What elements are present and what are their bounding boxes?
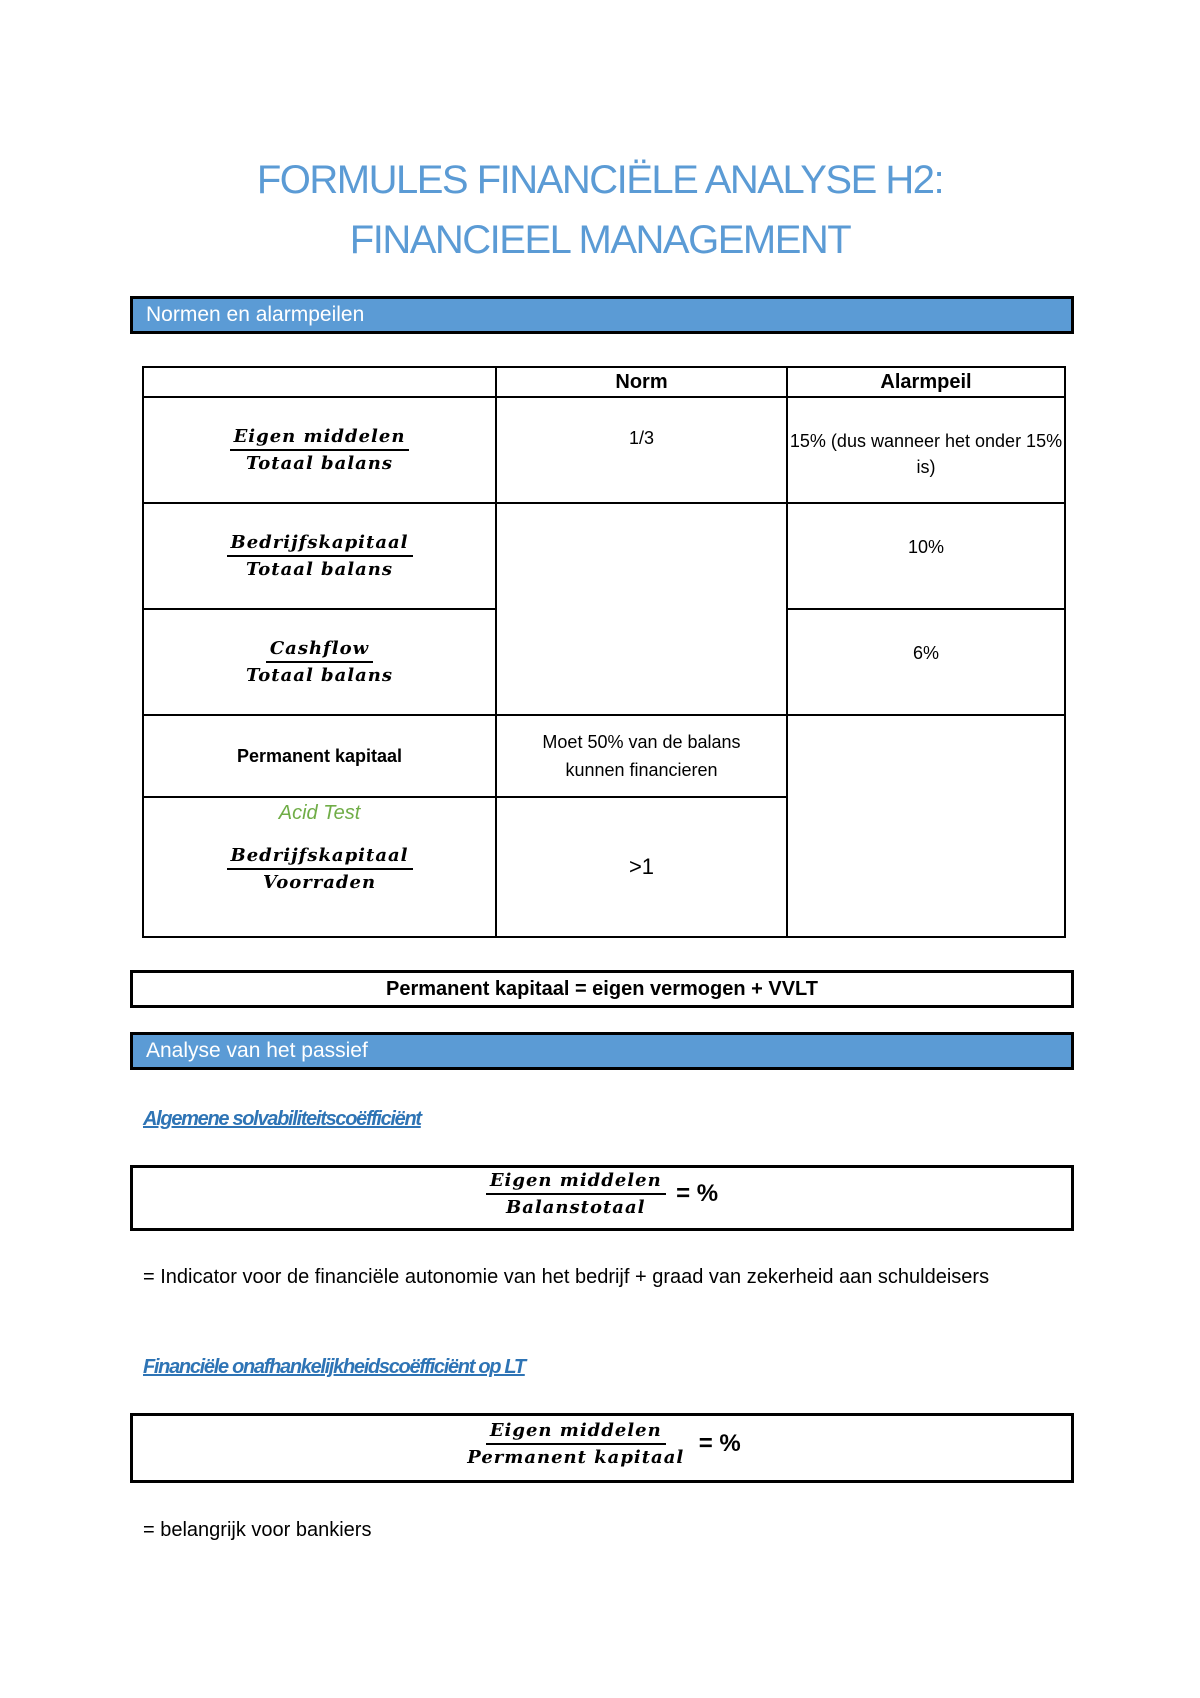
acid-test-cell: [143, 797, 496, 937]
page-title-line-1: FORMULES FINANCIËLE ANALYSE H2:: [256, 158, 944, 202]
numerator: Eigen middelen: [486, 1420, 666, 1445]
norm-value: 1/3: [496, 397, 787, 503]
result-percent: = %: [698, 1430, 741, 1457]
ratio-cell: [143, 503, 496, 609]
ratio-cell: [143, 397, 496, 503]
permanent-kapitaal-definition: Permanent kapitaal = eigen vermogen + VVLT: [130, 970, 1074, 1008]
denominator: Balanstotaal: [506, 1197, 646, 1218]
fraction: [242, 638, 397, 686]
numerator: Eigen middelen: [486, 1170, 666, 1195]
alarm-value: 15% (dus wanneer het onder 15% is): [787, 397, 1065, 503]
norms-table: [142, 366, 1066, 938]
subheading-solvabiliteit: Algemene solvabiliteitscoëfficiënt: [143, 1108, 421, 1130]
alarm-value: 6%: [787, 609, 1065, 715]
fraction: [227, 532, 413, 580]
acid-test-label: Acid Test: [278, 802, 361, 824]
norm-value: >1: [496, 797, 787, 937]
denominator: Totaal balans: [245, 559, 394, 580]
alarm-empty: [787, 715, 1065, 937]
formula-box: [130, 1165, 1074, 1231]
numerator: Bedrijfskapitaal: [227, 532, 413, 557]
numerator: Cashflow: [266, 638, 373, 663]
alarm-value: 10%: [787, 503, 1065, 609]
denominator: Permanent kapitaal: [467, 1447, 685, 1468]
fraction: [230, 426, 410, 474]
denominator: Totaal balans: [245, 665, 394, 686]
fraction: [227, 845, 413, 893]
numerator: Bedrijfskapitaal: [227, 845, 413, 870]
result-percent: = %: [676, 1180, 719, 1207]
note-bankiers: = belangrijk voor bankiers: [143, 1519, 372, 1541]
denominator: Totaal balans: [245, 453, 394, 474]
section-heading-passief: Analyse van het passief: [130, 1032, 1074, 1070]
header-alarmpeil: Alarmpeil: [787, 367, 1065, 397]
ratio-cell: [143, 609, 496, 715]
note-solvabiliteit: = Indicator voor de financiële autonomie van het bedrijf + graad van zekerheid aan schuldeisers: [143, 1266, 990, 1288]
norm-value: Moet 50% van de balans kunnen financieren: [496, 715, 787, 797]
header-norm: Norm: [496, 367, 787, 397]
fraction: [463, 1420, 688, 1468]
formula-box: [130, 1413, 1074, 1483]
fraction: [486, 1170, 666, 1218]
norm-empty: [496, 503, 787, 715]
header-empty: [143, 367, 496, 397]
numerator: Eigen middelen: [230, 426, 410, 451]
permanent-kapitaal-label: Permanent kapitaal: [143, 715, 496, 797]
subheading-onafhankelijkheid: Financiële onafhankelijkheidscoëfficiënt op LT: [143, 1356, 525, 1378]
page-title-line-2: FINANCIEEL MANAGEMENT: [349, 218, 851, 262]
denominator: Voorraden: [262, 872, 377, 893]
section-heading-norms: Normen en alarmpeilen: [130, 296, 1074, 334]
